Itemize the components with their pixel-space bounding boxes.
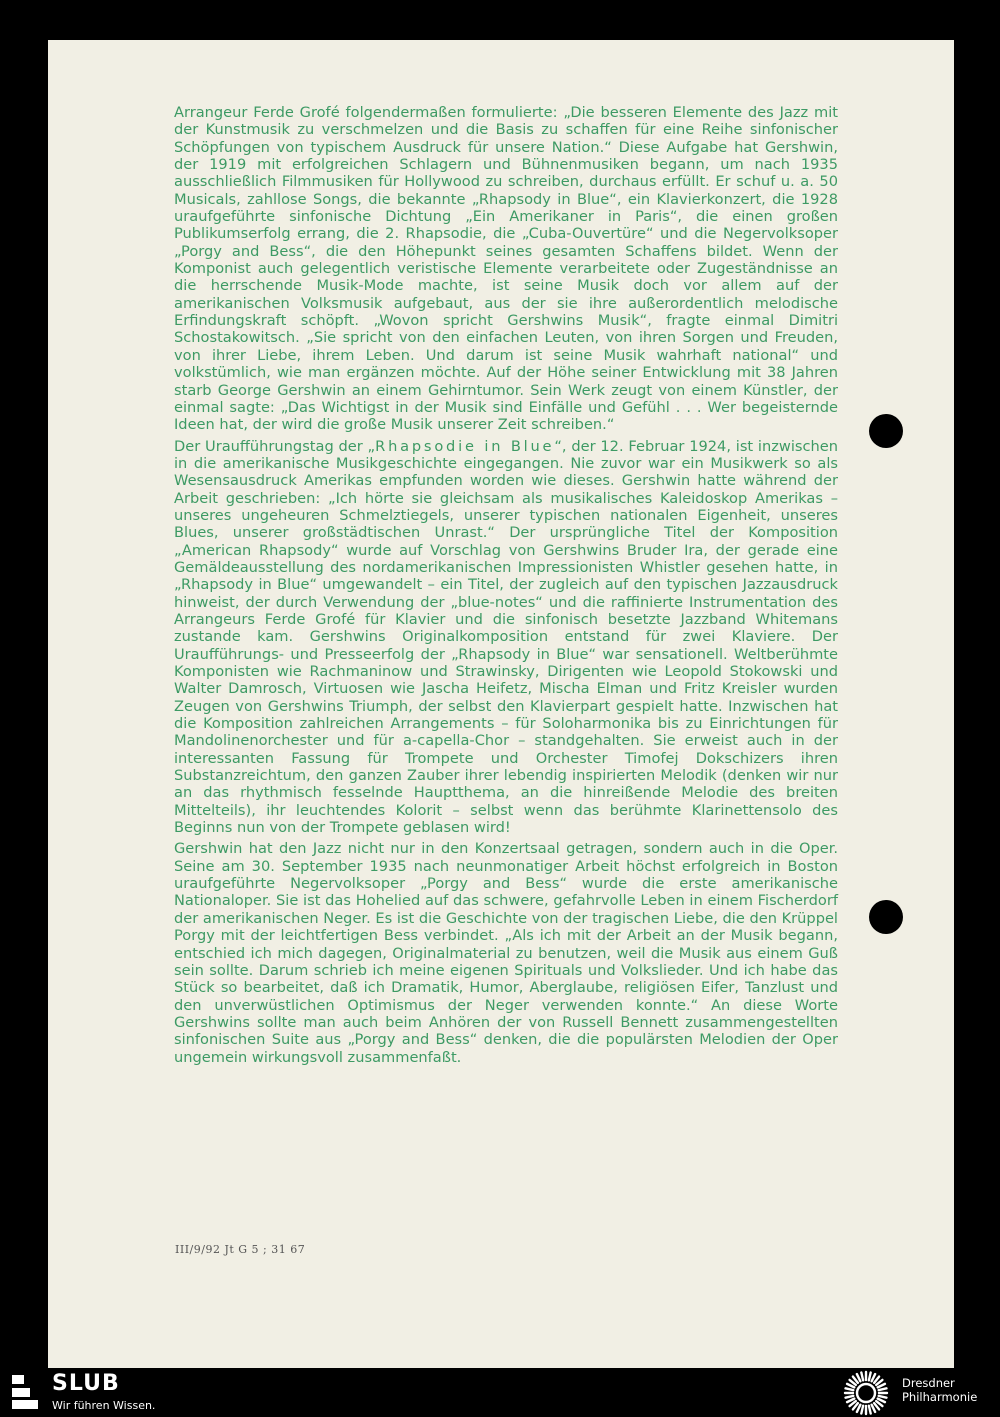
paragraph: [174, 840, 838, 1065]
partner-name-line2: Philharmonie: [902, 1390, 978, 1404]
spaced-title-run: Rhapsodie in Blue: [375, 437, 555, 455]
punch-hole-top: [869, 414, 903, 448]
text-run: Der Uraufführungstag der „: [174, 437, 376, 455]
document-body: [174, 104, 838, 1070]
document-page: [48, 40, 954, 1368]
paragraph: [174, 438, 838, 837]
punch-hole-bottom: [869, 900, 903, 934]
text-run: “, der 12. Februar 1924, ist inzwischen in die amerikanische Musikgeschichte eingegangen. Nie zuvor war ein Musikwerk so als Wesensausdruck Amerikas empfunden worden wie dieses. Gershwin hatte während der Arbeit geschrieben: „Ich hörte sie gleichsam als musikalisches Kaleidoskop Amerikas – unseres ungeheuren Schmelztiegels, unserer typischen nationalen Eigenheit, unseres Blues, unserer großstädtischen Unrast.“ Der ursprüngliche Titel der Komposition „American Rhapsody“ wurde auf Vorschlag von Gershwins Bruder Ira, der gerade eine Gemäldeausstellung des nordamerikanischen Impressionisten Whistler gesehen hatte, in „Rhapsody in Blue“ umgewandelt – ein Titel, der zugleich auf den typischen Jazzausdruck hinweist, der durch Verwendung der „blue-notes“ und die raffinierte Instrumentation des Arrangeurs Ferde Grofé für Klavier und die sinfonisch besetzte Jazzband Whitemans zustande kam. Gershwins Originalkomposition entstand für zwei Klaviere. Der Uraufführungs- und Presseerfolg der „Rhapsody in Blue“ war sensationell. Weltberühmte Komponisten wie Rachmaninow und Strawinsky, Dirigenten wie Leopold Stokowski und Walter Damrosch, Virtuosen wie Jascha Heifetz, Mischa Elman und Fritz Kreisler wurden Zeugen von Gershwins Triumph, der selbst den Klavierpart gespielt hatte. Inzwischen hat die Komposition zahlreichen Arrangements – für Soloharmonika bis zu Einrichtungen für Mandolinenorchester und für a-capella-Chor – standgehalten. Sie erweist auch in der interessanten Fassung für Trompete und Orchester Timofej Dokschizers ihren Substanzreichtum, den ganzen Zauber ihrer lebendig inspirierten Melodik (denken wir nur an das rhythmisch fesselnde Hauptthema, an die hinreißende Melodie des breiten Mittelteils), ihr leuchtendes Kolorit – selbst wenn das berühmte Klarinettensolo des Beginns nun von der Trompete geblasen wird!: [174, 437, 838, 837]
slub-slogan: Wir führen Wissen.: [52, 1399, 156, 1412]
dresdner-philharmonie-name[interactable]: [902, 1376, 977, 1404]
print-imprint: III/9/92 Jt G 5 ; 31 67: [175, 1243, 306, 1256]
partner-name-line1: Dresdner: [902, 1376, 955, 1390]
text-run: Arrangeur Ferde Grofé folgendermaßen formulierte: „Die besseren Elemente des Jazz mit der Kunstmusik zu verschmelzen und die Basis zu schaffen für eine Reihe sinfonischer Schöpfungen von typischem Ausdruck für unsere Nation.“ Diese Aufgabe hat Gershwin, der 1919 mit erfolgreichen Schlagern und Bühnenmusiken begann, um nach 1935 ausschließlich Filmmusiken für Hollywood zu schreiben, durchaus erfüllt. Er schuf u. a. 50 Musicals, zahllose Songs, die bekannte „Rhapsody in Blue“, ein Klavierkonzert, die 1928 uraufgeführte sinfonische Dichtung „Ein Amerikaner in Paris“, die einen großen Publikumserfolg errang, die 2. Rhapsodie, die „Cuba-Ouvertüre“ und die Negervolksoper „Porgy and Bess“, die den Höhepunkt seines gesamten Schaffens bildet. Wenn der Komponist auch gelegentlich veristische Elemente verarbeitete oder Zugeständnisse an die herrschende Musik-Mode machte, ist seine Musik doch vor allem auf der amerikanischen Volksmusik aufgebaut, aus der sie ihre außerordentlich melodische Erfindungskraft schöpft. „Wovon spricht Gershwins Musik“, fragte einmal Dimitri Schostakowitsch. „Sie spricht von den einfachen Leuten, von ihren Sorgen und Freuden, von ihrer Liebe, ihrem Leben. Und darum ist seine Musik wahrhaft national“ und volkstümlich, wie man ergänzen möchte. Auf der Höhe seiner Entwicklung mit 38 Jahren starb George Gershwin an einem Gehirntumor. Sein Werk zeugt von einem Künstler, der einmal sagte: „Das Wichtigst in der Musik sind Einfälle und Gefühl . . . Wer begeisternde Ideen hat, der wird die große Musik unserer Zeit schreiben.“: [174, 104, 838, 434]
slub-logo-text[interactable]: SLUB: [52, 1371, 120, 1396]
paragraph: [174, 104, 838, 434]
dresdner-philharmonie-logo-icon[interactable]: [838, 1368, 894, 1417]
slub-logo-icon[interactable]: [12, 1375, 38, 1409]
text-run: Gershwin hat den Jazz nicht nur in den Konzertsaal getragen, sondern auch in die Oper. Seine am 30. September 1935 nach neunmonatiger Arbeit höchst erfolgreich in Boston uraufgeführte Negervolksoper „Porgy and Bess“ wurde die erste amerikanische Nationaloper. Sie ist das Hohelied auf das schwere, gefahrvolle Leben in einem Fischerdorf der amerikanischen Neger. Es ist die Geschichte von der tragischen Liebe, die den Krüppel Porgy mit der leichtfertigen Bess verbindet. „Als ich mit der Arbeit an der Musik begann, entschied ich mich dagegen, Originalmaterial zu benutzen, weil die Musik aus einem Guß sein sollte. Darum schrieb ich meine eigenen Spirituals und Volkslieder. Und ich habe das Stück so bearbeitet, daß ich Dramatik, Humor, Aberglaube, religiösen Eifer, Tanzlust und den unverwüstlichen Optimismus der Neger verwenden konnte.“ An diese Worte Gershwins sollte man auch beim Anhören der von Russell Bennett zusammengestellten sinfonischen Suite aus „Porgy and Bess“ denken, die die populärsten Melodien der Oper ungemein wirkungsvoll zusammenfaßt.: [174, 840, 838, 1066]
